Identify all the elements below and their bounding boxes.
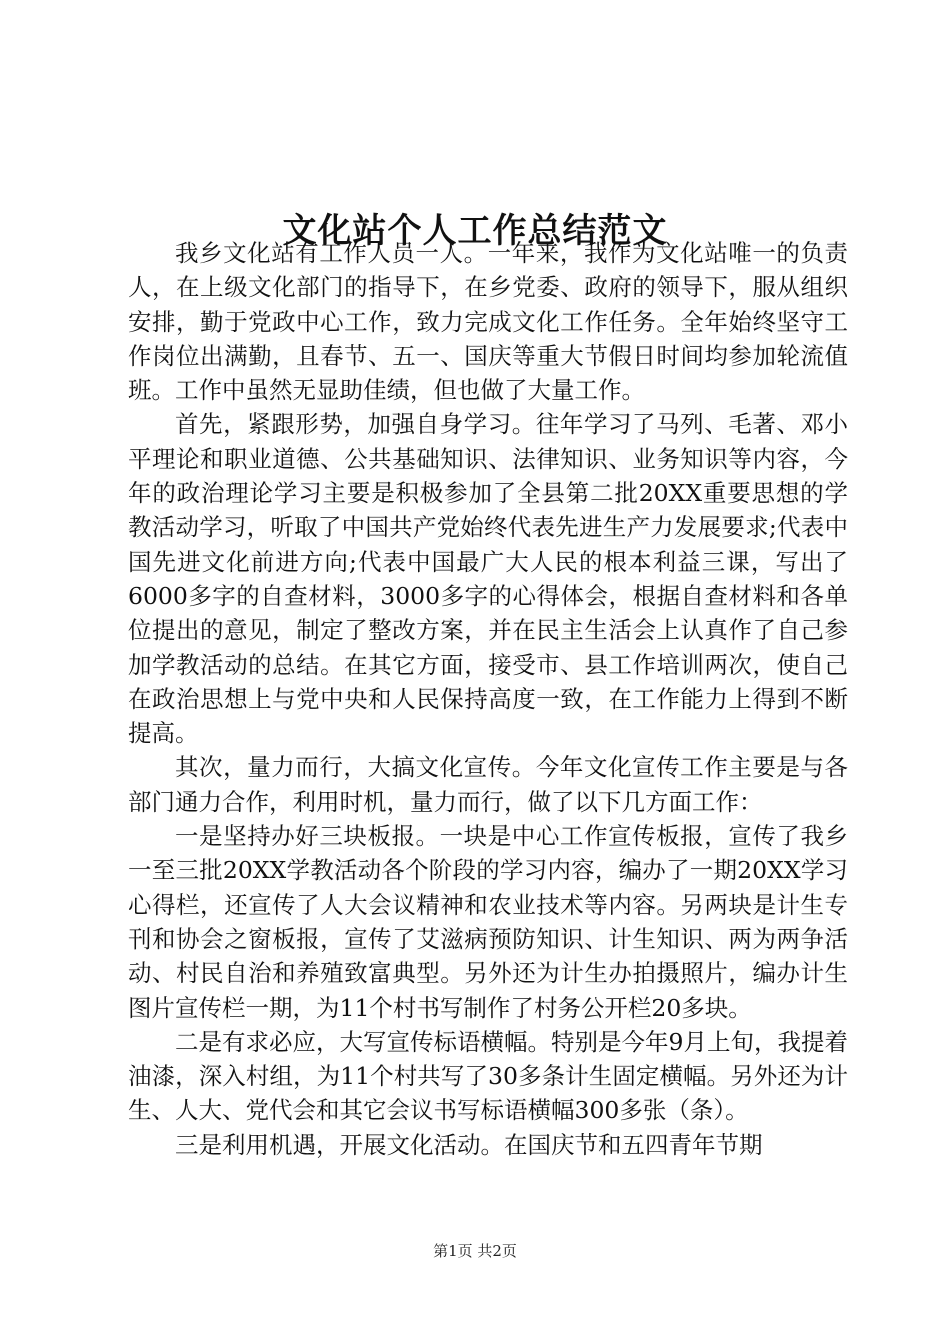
page-footer: 第1页 共2页 (433, 1242, 517, 1260)
paragraph-publicity: 其次，量力而行，大搞文化宣传。今年文化宣传工作主要是与各部门通力合作，利用时机，量力而行，做了以下几方面工作： (128, 753, 848, 816)
paragraph-study: 首先，紧跟形势，加强自身学习。往年学习了马列、毛著、邓小平理论和职业道德、公共基础知识、法律知识、业务知识等内容，今年的政治理论学习主要是积极参加了全县第二批20XX重要思想的学教活动学习，听取了中国共产党始终代表先进生产力发展要求;代表中国先进文化前进方向;代表中国最广大人民的根本利益三课，写出了6000多字的自查材料，3000多字的心得体会，根据自查材料和各单位提出的意见，制定了整改方案，并在民主生活会上认真作了自己参加学教活动的总结。在其它方面，接受市、县工作培训两次，使自己在政治思想上与党中央和人民保持高度一致，在工作能力上得到不断提高。 (128, 410, 848, 748)
document-title: 文化站个人工作总结范文 (282, 210, 668, 251)
paragraph-activities: 三是利用机遇，开展文化活动。在国庆节和五四青年节期 (175, 1130, 763, 1159)
paragraph-intro: 我乡文化站有工作人员一人。一年来，我作为文化站唯一的负责人，在上级文化部门的指导下，在乡党委、政府的领导下，服从组织安排，勤于党政中心工作，致力完成文化工作任务。全年始终坚守工作岗位出满勤，且春节、五一、国庆等重大节假日时间均参加轮流值班。工作中虽然无显助佳绩，但也做了大量工作。 (128, 239, 848, 405)
paragraph-blackboard: 一是坚持办好三块板报。一块是中心工作宣传板报，宣传了我乡一至三批20XX学教活动各个阶段的学习内容，编办了一期20XX学习心得栏，还宣传了人大会议精神和农业技术等内容。另两块是计生专刊和协会之窗板报，宣传了艾滋病预防知识、计生知识、两为两争活动、村民自治和养殖致富典型。另外还为计生办拍摄照片，编办计生图片宣传栏一期，为11个村书写制作了村务公开栏20多块。 (128, 822, 848, 1022)
paragraph-banners: 二是有求必应，大写宣传标语横幅。特别是今年9月上旬，我提着油漆，深入村组，为11个村共写了30多条计生固定横幅。另外还为计生、人大、党代会和其它会议书写标语横幅300多张（条）。 (128, 1027, 848, 1125)
document-body (128, 236, 848, 1162)
